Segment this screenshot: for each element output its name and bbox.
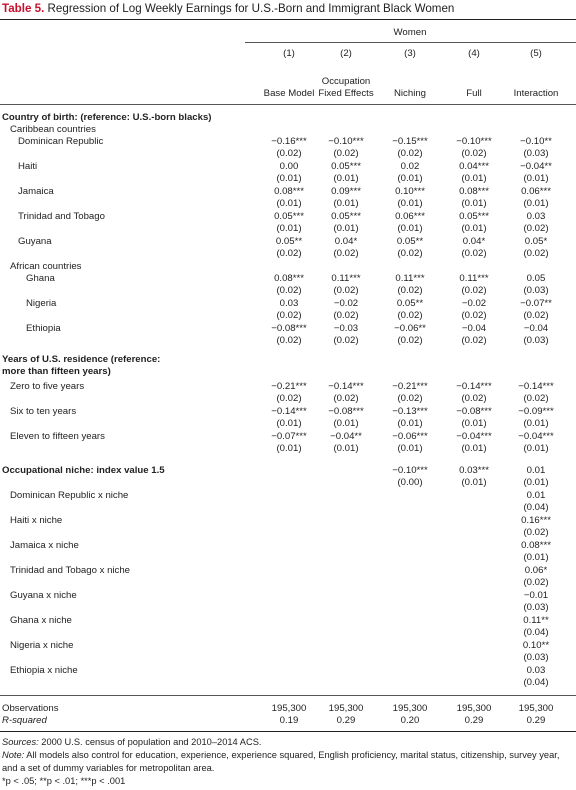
std-error-cell: (0.01)	[397, 418, 423, 429]
stat-label: R-squared	[2, 715, 47, 726]
coefficient-cell: −0.10**	[520, 136, 552, 147]
coefficient-cell: −0.15***	[392, 136, 428, 147]
coefficient-cell: −0.14***	[271, 406, 307, 417]
std-error-cell: (0.02)	[276, 148, 302, 159]
row-label: Guyana	[18, 236, 52, 247]
std-error-cell: (0.01)	[333, 198, 359, 209]
row-label: Caribbean countries	[10, 124, 96, 135]
std-error-cell: (0.02)	[276, 393, 302, 404]
column-name-line2: Base Model	[263, 88, 315, 99]
coefficient-cell: 0.11***	[459, 273, 489, 284]
row-label: Zero to five years	[10, 381, 85, 392]
std-error-cell: (0.02)	[523, 393, 549, 404]
row-label: Haiti	[18, 161, 38, 172]
std-error-cell: (0.01)	[397, 223, 423, 234]
coefficient-cell: 0.03	[526, 211, 546, 222]
row-label: African countries	[10, 261, 82, 272]
row-label: Dominican Republic	[18, 136, 104, 147]
std-error-cell: (0.01)	[276, 198, 302, 209]
coefficient-cell: 0.05**	[275, 236, 303, 247]
std-error-cell: (0.02)	[333, 248, 359, 259]
coefficient-cell: 0.05***	[459, 211, 489, 222]
stat-value: 195,300	[392, 703, 428, 714]
std-error-cell: (0.01)	[333, 418, 359, 429]
coefficient-cell: 0.04*	[462, 236, 486, 247]
stat-value: 0.29	[526, 715, 546, 726]
std-error-cell: (0.02)	[461, 310, 487, 321]
std-error-cell: (0.02)	[333, 148, 359, 159]
std-error-cell: (0.02)	[397, 148, 423, 159]
std-error-cell: (0.01)	[333, 223, 359, 234]
row-label: Ghana x niche	[10, 615, 72, 626]
coefficient-cell: 0.08***	[274, 186, 304, 197]
row-label: Ethiopia x niche	[10, 665, 78, 676]
coefficient-cell: 0.05**	[396, 298, 424, 309]
header-bottom-rule	[0, 104, 576, 105]
coefficient-cell: −0.04**	[520, 161, 552, 172]
std-error-cell: (0.02)	[461, 285, 487, 296]
std-error-cell: (0.01)	[397, 198, 423, 209]
std-error-cell: (0.01)	[523, 477, 549, 488]
std-error-cell: (0.02)	[397, 310, 423, 321]
coefficient-cell: 0.16***	[521, 515, 551, 526]
coefficient-cell: −0.06***	[392, 431, 428, 442]
top-rule	[0, 19, 576, 20]
std-error-cell: (0.02)	[333, 285, 359, 296]
std-error-cell: (0.00)	[397, 477, 423, 488]
coefficient-cell: −0.10***	[328, 136, 364, 147]
std-error-cell: (0.02)	[461, 248, 487, 259]
coefficient-cell: 0.01	[526, 490, 546, 501]
coefficient-cell: 0.11***	[395, 273, 425, 284]
std-error-cell: (0.01)	[397, 173, 423, 184]
column-name-line2: Full	[466, 88, 482, 99]
std-error-cell: (0.01)	[276, 418, 302, 429]
stat-value: 0.20	[400, 715, 420, 726]
std-error-cell: (0.02)	[397, 248, 423, 259]
std-error-cell: (0.03)	[523, 652, 549, 663]
row-label: Dominican Republic x niche	[10, 490, 129, 501]
std-error-cell: (0.02)	[397, 393, 423, 404]
std-error-cell: (0.03)	[523, 602, 549, 613]
stat-value: 0.29	[464, 715, 484, 726]
row-label: Jamaica	[18, 186, 54, 197]
coefficient-cell: −0.14***	[518, 381, 554, 392]
std-error-cell: (0.02)	[333, 310, 359, 321]
stat-label: Observations	[2, 703, 59, 714]
row-label: Ghana	[26, 273, 55, 284]
std-error-cell: (0.03)	[523, 148, 549, 159]
std-error-cell: (0.02)	[523, 527, 549, 538]
std-error-cell: (0.02)	[333, 335, 359, 346]
row-label: Trinidad and Tobago x niche	[10, 565, 131, 576]
std-error-cell: (0.02)	[276, 248, 302, 259]
coefficient-cell: 0.10***	[395, 186, 425, 197]
std-error-cell: (0.01)	[333, 173, 359, 184]
coefficient-cell: −0.01	[523, 590, 549, 601]
column-name-line2: Fixed Effects	[318, 88, 374, 99]
row-label: Eleven to fifteen years	[10, 431, 105, 442]
std-error-cell: (0.01)	[461, 418, 487, 429]
row-label: Guyana x niche	[10, 590, 77, 601]
coefficient-cell: −0.10***	[456, 136, 492, 147]
table-number: Table 5.	[2, 2, 45, 15]
coefficient-cell: 0.00	[279, 161, 299, 172]
group-header-women: Women	[393, 27, 427, 38]
coefficient-cell: −0.08***	[271, 323, 307, 334]
coefficient-cell: −0.04**	[330, 431, 362, 442]
coefficient-cell: 0.05***	[274, 211, 304, 222]
column-name-line2: Niching	[394, 88, 426, 99]
group-header-underline	[245, 42, 576, 43]
column-number: (5)	[530, 48, 542, 59]
footnote-note	[2, 749, 574, 774]
stat-value: 195,300	[456, 703, 492, 714]
stat-value: 195,300	[271, 703, 307, 714]
std-error-cell: (0.04)	[523, 502, 549, 513]
coefficient-cell: −0.07**	[520, 298, 552, 309]
coefficient-cell: 0.09***	[331, 186, 361, 197]
std-error-cell: (0.01)	[276, 443, 302, 454]
std-error-cell: (0.02)	[523, 248, 549, 259]
coefficient-cell: −0.10***	[392, 465, 428, 476]
std-error-cell: (0.04)	[523, 627, 549, 638]
std-error-cell: (0.02)	[461, 148, 487, 159]
std-error-cell: (0.01)	[461, 477, 487, 488]
row-label: Jamaica x niche	[10, 540, 79, 551]
coefficient-cell: 0.11**	[523, 615, 549, 626]
row-label: Years of U.S. residence (reference:	[2, 354, 161, 365]
std-error-cell: (0.03)	[523, 335, 549, 346]
coefficient-cell: 0.01	[526, 465, 546, 476]
coefficient-cell: −0.04	[523, 323, 549, 334]
std-error-cell: (0.02)	[397, 285, 423, 296]
std-error-cell: (0.01)	[461, 198, 487, 209]
coefficient-cell: 0.06***	[395, 211, 425, 222]
coefficient-cell: 0.05***	[331, 161, 361, 172]
coefficient-cell: 0.05*	[524, 236, 548, 247]
column-number: (1)	[283, 48, 295, 59]
std-error-cell: (0.01)	[461, 173, 487, 184]
row-label: Country of birth: (reference: U.S.-born blacks)	[2, 112, 212, 123]
std-error-cell: (0.02)	[523, 223, 549, 234]
coefficient-cell: −0.08***	[328, 406, 364, 417]
coefficient-cell: 0.03	[279, 298, 299, 309]
stat-value: 0.19	[279, 715, 299, 726]
coefficient-cell: −0.03	[333, 323, 359, 334]
std-error-cell: (0.02)	[397, 335, 423, 346]
row-label: more than fifteen years)	[2, 366, 111, 377]
coefficient-cell: −0.21***	[271, 381, 307, 392]
std-error-cell: (0.02)	[523, 310, 549, 321]
std-error-cell: (0.01)	[461, 223, 487, 234]
note-label: Note:	[2, 750, 25, 760]
column-number: (4)	[468, 48, 480, 59]
std-error-cell: (0.01)	[397, 443, 423, 454]
coefficient-cell: 0.06*	[524, 565, 548, 576]
coefficient-cell: −0.13***	[392, 406, 428, 417]
sources-label: Sources:	[2, 737, 39, 747]
std-error-cell: (0.02)	[461, 393, 487, 404]
stat-value: 0.29	[336, 715, 356, 726]
std-error-cell: (0.01)	[461, 443, 487, 454]
coefficient-cell: 0.05	[526, 273, 546, 284]
coefficient-cell: 0.08***	[521, 540, 551, 551]
stats-top-rule	[0, 695, 576, 696]
std-error-cell: (0.02)	[276, 310, 302, 321]
row-label: Haiti x niche	[10, 515, 63, 526]
coefficient-cell: 0.05**	[396, 236, 424, 247]
std-error-cell: (0.02)	[461, 335, 487, 346]
std-error-cell: (0.02)	[276, 335, 302, 346]
row-label: Occupational niche: index value 1.5	[2, 465, 165, 476]
coefficient-cell: 0.02	[400, 161, 420, 172]
coefficient-cell: −0.04***	[456, 431, 492, 442]
coefficient-cell: −0.14***	[456, 381, 492, 392]
std-error-cell: (0.01)	[276, 223, 302, 234]
std-error-cell: (0.02)	[333, 393, 359, 404]
coefficient-cell: −0.14***	[328, 381, 364, 392]
coefficient-cell: −0.06**	[394, 323, 426, 334]
column-name-line1: Occupation	[321, 76, 371, 87]
coefficient-cell: −0.16***	[271, 136, 307, 147]
coefficient-cell: −0.07***	[271, 431, 307, 442]
coefficient-cell: −0.08***	[456, 406, 492, 417]
coefficient-cell: −0.04	[461, 323, 487, 334]
std-error-cell: (0.02)	[276, 285, 302, 296]
coefficient-cell: 0.08***	[459, 186, 489, 197]
column-number: (2)	[340, 48, 352, 59]
coefficient-cell: 0.05***	[331, 211, 361, 222]
row-label: Nigeria	[26, 298, 57, 309]
row-label: Ethiopia	[26, 323, 61, 334]
sources-text: 2000 U.S. census of population and 2010–2014 ACS.	[38, 737, 262, 747]
row-label: Six to ten years	[10, 406, 77, 417]
note-text: All models also control for education, experience, experience squared, English proficiency, marital status, citizenship, survey year, and a set of dummy variables for metropolitan area.	[2, 750, 560, 773]
coefficient-cell: 0.06***	[521, 186, 551, 197]
std-error-cell: (0.01)	[523, 443, 549, 454]
std-error-cell: (0.03)	[523, 285, 549, 296]
std-error-cell: (0.02)	[523, 577, 549, 588]
coefficient-cell: −0.04***	[518, 431, 554, 442]
std-error-cell: (0.01)	[523, 198, 549, 209]
coefficient-cell: 0.04*	[334, 236, 358, 247]
bottom-rule	[0, 731, 576, 732]
coefficient-cell: −0.21***	[392, 381, 428, 392]
std-error-cell: (0.04)	[523, 677, 549, 688]
footnote-significance: *p < .05; **p < .01; ***p < .001	[2, 776, 126, 786]
std-error-cell: (0.01)	[523, 552, 549, 563]
coefficient-cell: 0.03***	[459, 465, 489, 476]
row-label: Nigeria x niche	[10, 640, 74, 651]
std-error-cell: (0.01)	[333, 443, 359, 454]
column-number: (3)	[404, 48, 416, 59]
coefficient-cell: 0.03	[526, 665, 546, 676]
coefficient-cell: −0.09***	[518, 406, 554, 417]
std-error-cell: (0.01)	[523, 418, 549, 429]
coefficient-cell: 0.10**	[522, 640, 550, 651]
std-error-cell: (0.01)	[523, 173, 549, 184]
table-title	[2, 2, 454, 15]
row-label: Trinidad and Tobago	[18, 211, 105, 222]
stat-value: 195,300	[328, 703, 364, 714]
stat-value: 195,300	[518, 703, 554, 714]
table-caption: Regression of Log Weekly Earnings for U.S.-Born and Immigrant Black Women	[47, 2, 455, 15]
coefficient-cell: 0.08***	[274, 273, 304, 284]
std-error-cell: (0.01)	[276, 173, 302, 184]
coefficient-cell: −0.02	[333, 298, 359, 309]
coefficient-cell: 0.04***	[459, 161, 489, 172]
footnote-sources	[2, 736, 574, 749]
column-name-line2: Interaction	[513, 88, 559, 99]
coefficient-cell: 0.11***	[331, 273, 361, 284]
coefficient-cell: −0.02	[461, 298, 487, 309]
